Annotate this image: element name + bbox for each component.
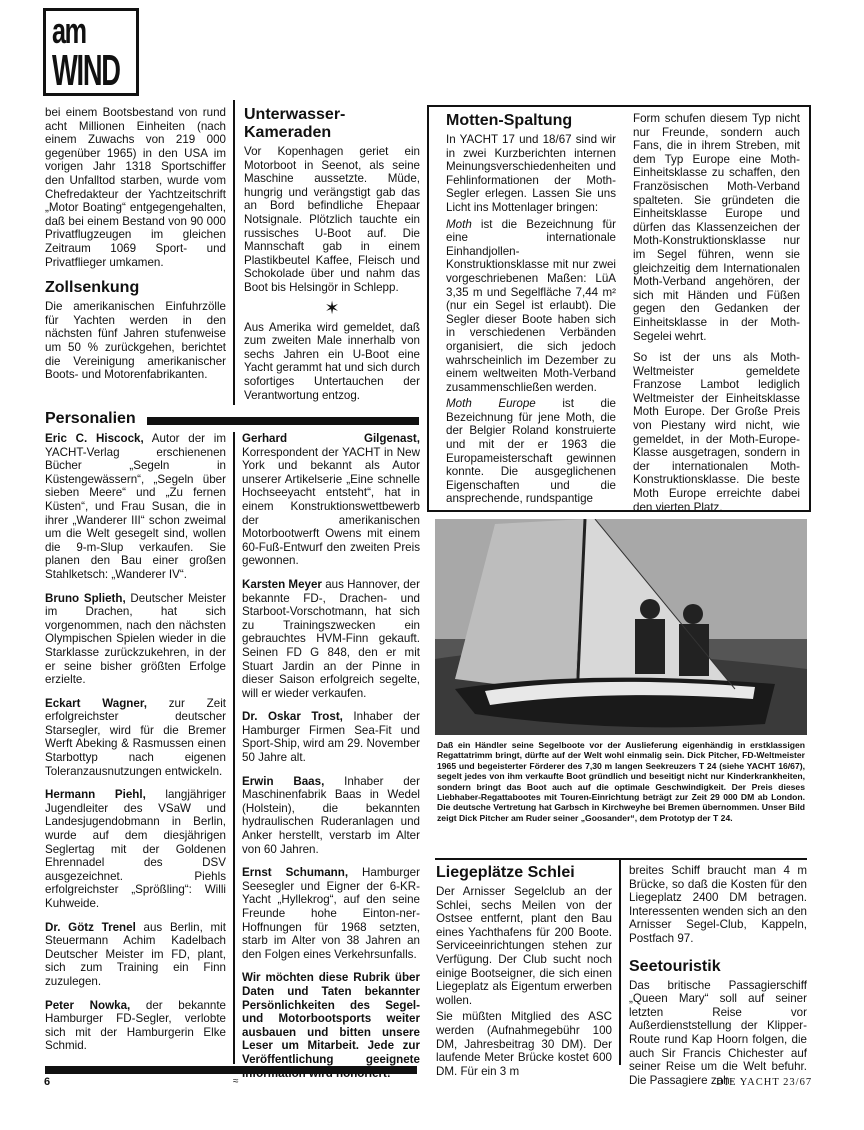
moth-europe-term: Moth Europe bbox=[446, 397, 536, 411]
motten-p3-text: ist die Bezeichnung für jene Moth, die der Belgier Roland konstruierte und mit der er 1963 die Europameisterschaft gewinnen konnte. Die ausgeglichenen Eigenschaften und die ansprechende, rundspantige bbox=[446, 397, 616, 506]
person-name: Eckart Wagner, bbox=[45, 696, 147, 710]
personalien-col-right bbox=[242, 432, 420, 1080]
seetouristik-heading: Seetouristik bbox=[629, 957, 721, 975]
motten-p2-text: ist die Bezeichnung für eine internationale Einhandjollen-Konstruktionsklasse mit nur zwei vorgeschriebenen Maßen: LüA 3,35 m und Segelfläche 7,44 m² (nur ein Segel ist erlaubt). Die Segler dieser Boote haben sich in verschiedenen Verbänden organisiert, die sich jedoch wahrscheinlich im Dezember zu einem weltweiten Moth-Verband zusammenschließen werden. bbox=[446, 217, 616, 394]
photo-caption: Daß ein Händler seine Segelboote vor der Auslieferung eigenhändig in erstklassigen Regattatrimm bringt, dürfte auf der Welt wohl einmalig sein. Dick Pitcher, FD-Weltmeister 1965 und begeisterter Förderer des 7,30 m langen Seekreuzers T 24 (siehe YACHT 16/67), segelt jedes von ihm verkaufte Boot gründlich und beseitigt nicht nur Kinderkrankheiten, sondern bringt das Boot auch auf die optimale Geschwindigkeit. Der Preis dieses Liebhaber-Regattabootes mit Touren-Einrichtung beträgt zur Zeit 29 000 DM ab London. Die deutsche Vertretung hat Garbsch in Kirchweyhe bei Bremen übernommen. Unser Bild zeigt Dick Pitcher am Ruder seiner „Goosander“, dem Prototyp der T 24. bbox=[437, 740, 805, 823]
liege-p3: breites Schiff braucht man 4 m Brücke, so daß die Kosten für den Liegeplatz 2400 DM betragen. Interessenten wenden sich an den Arnisser Segel-Club, Kappeln, Postfach 97. bbox=[629, 864, 807, 945]
personalien-entry-splieth bbox=[45, 592, 226, 687]
personalien-appeal: Wir möchten diese Rubrik über Daten und Taten bekannter Persönlichkeiten des Segel- und Motorbootsports weiter ausbauen und bitten unsere Leser um Mitarbeit. Jede zur Veröffentlichung geeignete bbox=[242, 971, 420, 1066]
person-name: Bruno Splieth, bbox=[45, 591, 126, 605]
personalien-entry-hiscock bbox=[45, 432, 226, 582]
logo-line-am: am bbox=[52, 10, 86, 51]
personalien-rule bbox=[147, 417, 419, 425]
personalien-divider bbox=[233, 432, 235, 1064]
person-name: Gerhard Gilgenast, bbox=[242, 432, 420, 445]
liege-col-left bbox=[436, 864, 612, 1078]
intro-paragraph: bei einem Bootsbestand von rund acht Millionen Einheiten (nach einem Zuwachs von 219 000 gegenüber 1965) in den USA im vorigen Jahr 1318 Sportschiffer den Unfalltod starben, wurde vom Chefredakteur der Yachtzeitschrift „Motor Boating“ entgegengehalten, daß bei einem Bestand von 90 000 Privatflugzeugen im gleichen Zeitraum 1069 Sport- und Privatflieger umkamen. bbox=[45, 106, 226, 269]
liege-top-rule bbox=[435, 858, 807, 860]
unterwasser-text: Vor Kopenhagen geriet ein Motorboot in Seenot, als seine Maschine aussetzte. Müde, hungrig und verängstigt gab das an Bord befindliche Ehepaar Notsignale. Plötzlich tauchte ein russisches U-Boot auf. Die Mannschaft gab in einem Plastikbeutel Kaffee, Fleisch und Schokolade über und nahm das Boot bis Helsingör in Schlepp. bbox=[244, 145, 420, 294]
person-name: Karsten Meyer bbox=[242, 577, 322, 591]
amerika-text: Aus Amerika wird gemeldet, daß zum zweiten Male innerhalb von sechs Jahren ein U-Boot eine Yacht gerammt hat und sich durch sofortiges Untertauchen der Verantwortung entzog. bbox=[244, 320, 420, 402]
zollsenkung-heading: Zollsenkung bbox=[45, 279, 140, 297]
magazine-issue: DIE YACHT 23/67 bbox=[716, 1077, 813, 1088]
motten-col-right bbox=[633, 112, 800, 514]
page-number: 6 bbox=[44, 1076, 51, 1088]
personalien-header bbox=[45, 410, 419, 432]
personalien-entry-baas bbox=[242, 775, 420, 857]
person-name: Dr. Oskar Trost, bbox=[242, 710, 343, 724]
person-text: aus Berlin, mit Steuermann Achim Kadelbach Deutscher Meister im FD, plant, sich zum Training ein Finn zuzulegen. bbox=[45, 920, 226, 988]
zollsenkung-text: Die amerikanischen Einfuhrzölle für Yachten werden in den nächsten fünf Jahren stufenweise um 50 % zurückgehen, berichtet die Vereinigung amerikanischer Boots- und Motorenfabrikanten. bbox=[45, 300, 226, 382]
sailboat-photo bbox=[435, 519, 807, 735]
logo-line-wind: WIND bbox=[52, 46, 120, 95]
liege-col-right bbox=[629, 864, 807, 1087]
person-name: Dr. Götz Trenel bbox=[45, 920, 136, 934]
motten-p3 bbox=[446, 397, 616, 506]
personalien-entry-trost bbox=[242, 710, 420, 764]
column-2-top bbox=[244, 106, 420, 402]
person-name: Erwin Baas, bbox=[242, 774, 325, 788]
liege-p2: Sie müßten Mitglied des ASC werden (Aufnahmegebühr 100 DM, Jahresbeitrag 30 DM). Der laufende Meter Brücke kostet 600 DM. Für ein 3 m bbox=[436, 1010, 612, 1078]
liege-heading: Liegeplätze Schlei bbox=[436, 864, 575, 881]
person-text: aus Hannover, der bekannte FD-, Drachen- und Starboot-Vorschotmann, hat sich zu Trainingszwecken ein gebrauchtes HVM-Finn gekauft. Seinen FD G 848, den er mit Stuart Jardin an der Pinne in dieser Saison erfolgreich segelte, will er wieder verkaufen. bbox=[242, 577, 420, 700]
personalien-col-left bbox=[45, 432, 226, 1063]
personalien-entry-nowka bbox=[45, 999, 226, 1053]
person-text: Hamburger Seesegler und Eigner der 6-KR-Yacht „Hyllekrog“, auf den seine Freunde hohe Einton-ner-Hoffnungen für 1968 setzten, starb im Alter von 38 Jahren an den Folgen eines Verkehrsunfalls. bbox=[242, 866, 420, 961]
person-text: Inhaber der Hamburger Firmen Sea-Fit und Sport-Ship, wird am 29. November 50 Jahre alt. bbox=[242, 710, 420, 765]
personalien-entry-trenel bbox=[45, 921, 226, 989]
seetouristik-text: Das britische Passagierschiff „Queen Mary“ soll auf seiner letzten Reise vor Außerdienststellung der Klipper-Route rund Kap Hoorn folgen, die auch Sir Francis Chichester auf seiner Reise um die Welt befuhr. Die Passagiere zah- bbox=[629, 978, 807, 1087]
personalien-entry-wagner bbox=[45, 697, 226, 779]
personalien-entry-meyer bbox=[242, 578, 420, 700]
person-text: zur Zeit erfolgreichster deutscher Starsegler, wird für die Bremer Werft Abeking & Rasmussen einen Starbottyp nach eigenen Toleranzausnutzungen entwickeln. bbox=[45, 696, 226, 778]
motten-p1: In YACHT 17 und 18/67 sind wir in zwei Kurzberichten internen Meinungsverschiedenheiten und Fehlinformationen der Moth-Segler erlegen. Lassen Sie uns Licht ins Mottenlager bringen: bbox=[446, 133, 616, 214]
liege-p1: Der Arnisser Segelclub an der Schlei, sechs Meilen von der Ostsee entfernt, plant den Bau eines Yachthafens für 200 Boote. Serviceeinrichtungen stehen zur Verfügung. Der Club sucht noch einige Bootseigner, die sich einen Liegeplatz als Eigentum erwerben wollen. bbox=[436, 885, 612, 1007]
liege-divider bbox=[619, 860, 621, 1065]
footer-mark: ≈ bbox=[233, 1076, 239, 1087]
person-name: Peter Nowka, bbox=[45, 998, 131, 1012]
person-name: Hermann Piehl, bbox=[45, 788, 146, 802]
personalien-heading: Personalien bbox=[45, 410, 136, 427]
person-text: Korrespondent der YACHT in New York und bekannt als Autor unserer Artikelserie „Eine schnelle Hochseeyacht entsteht“, hat in einem Konstruktionswettbewerb der amerikanischen Motorbootwerft Owens mit einem 60-Fuß-Entwurf den zweiten Preis gewonnen. bbox=[242, 445, 420, 568]
person-text: Inhaber der Maschinenfabrik Baas in Wedel (Holstein), die bekannten hydraulischen Ruderanlagen und Anker herstellt, verstarb im Alter von 60 Jahren. bbox=[242, 774, 420, 856]
sailboat-illustration bbox=[435, 519, 807, 735]
personalien-bottom-rule bbox=[45, 1066, 417, 1074]
person-text: Autor der im YACHT-Verlag erschienenen Bücher „Segeln in Küstengewässern“, „Segeln über sieben Meere“ und „Zu fernen Küsten“, und Frau Susan, die in ihrer „Wanderer III“ schon zweimal um die Welt gesegelt sind, wollen die 9-m-Slup verkaufen. Sie planen den Bau einer großen Stahlketsch: „Wanderer IV“. bbox=[45, 432, 227, 581]
motten-p2 bbox=[446, 218, 616, 395]
unterwasser-heading: Unterwasser-Kameraden bbox=[244, 106, 346, 141]
motten-heading: Motten-Spaltung bbox=[446, 112, 573, 129]
magazine-section-logo bbox=[43, 8, 139, 96]
star-separator-icon: ✶ bbox=[324, 297, 340, 318]
motten-col-left bbox=[446, 112, 616, 506]
column-divider bbox=[233, 100, 235, 405]
moth-term: Moth bbox=[446, 217, 472, 231]
personalien-entry-piehl bbox=[45, 788, 226, 910]
person-text: langjähriger Jugendleiter des VSaW und Landesjugendobmann in Berlin, wurde auf dem diesjährigen Seglertag mit der Goldenen Ehrennadel des DSV ausgezeichnet. Piehls erfolgreichster „Sprößling“: Willi Kuhweide. bbox=[45, 788, 226, 910]
motten-p5: So ist der uns als Moth-Weltmeister gemeldete Franzose Lambot lediglich Weltmeister der Einheitsklasse Moth Europe. Der Große Preis von Piestany wird nicht, wie gemeldet, in der Moth-Europe-Klasse ausgetragen, sondern in der internationalen Moth-Konstruktionsklasse. Die beste Moth Europe erreichte dabei den vierten Platz. bbox=[633, 351, 800, 514]
personalien-entry-gilgenast bbox=[242, 432, 420, 568]
person-name: Eric C. Hiscock, bbox=[45, 432, 144, 445]
person-text: der bekannte Hamburger FD-Segler, verlobte sich mit der Hamburgerin Elke Schmid. bbox=[45, 998, 227, 1053]
personalien-entry-schumann bbox=[242, 866, 420, 961]
column-1-top bbox=[45, 106, 226, 382]
person-name: Ernst Schumann, bbox=[242, 866, 349, 880]
motten-p4: Form schufen diesem Typ nicht nur Freunde, sondern auch Fans, die in ihrem Streben, mit dem Typ Europe eine Moth-Einheitsklasse zu schaffen, den Französischen Moth-Verband spalteten. Sie gründeten die Einheitsklasse Europe und dürfen das Klassenzeichen der Moth-Konstruktionsklasse nur im Segel führen, wenn sie gleichzeitig dem Internationalen Moth-Verband angehören, der sich mit Händen und Füßen gegen den Gedanken der Einheitsklasse in der Moth-Segelei wehrt. bbox=[633, 112, 800, 343]
person-text: Deutscher Meister im Drachen, hat sich vorgenommen, nach den nächsten Olympischen Spielen wieder in die Starklasse zurückzukehren, in der er seine bisher größten Erfolge erzielte. bbox=[45, 591, 226, 687]
